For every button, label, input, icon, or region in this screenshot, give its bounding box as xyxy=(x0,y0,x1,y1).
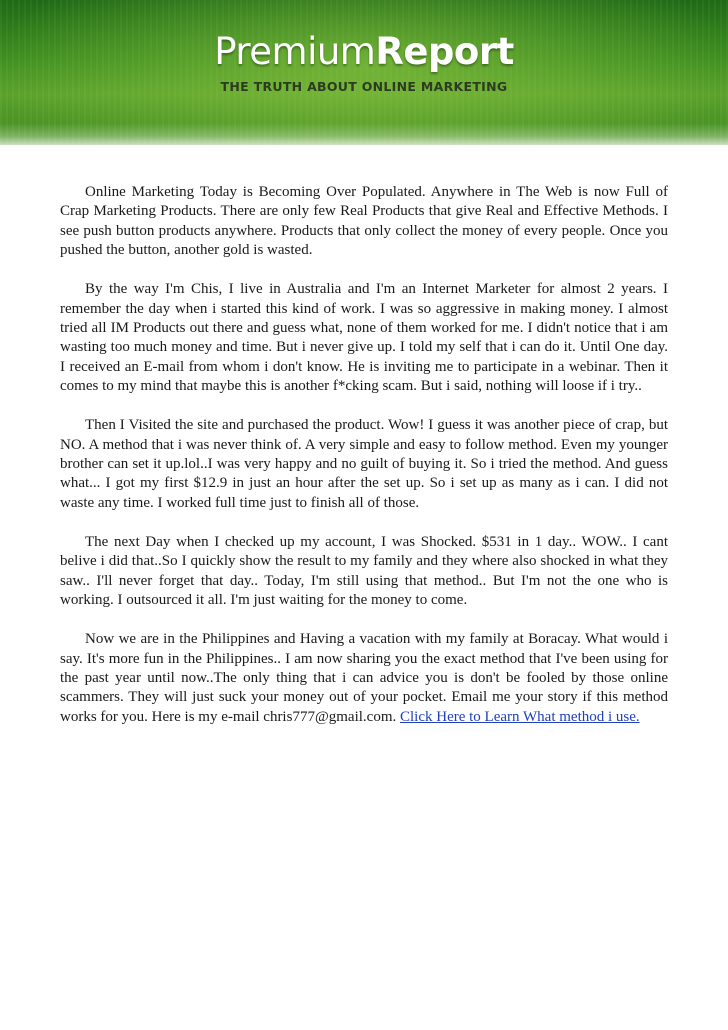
paragraph-1: Online Marketing Today is Becoming Over Populated. Anywhere in The Web is now Full of Crap Marketing Products. There are only few Real Products that give Real and Effective Methods. I see push button products anywhere. Products that only collect the money of every people. Once you pushed the button, another gold is wasted. xyxy=(60,184,668,259)
learn-method-link[interactable]: Click Here to Learn What method i use. xyxy=(400,708,640,725)
paragraph-5 xyxy=(60,630,668,727)
paragraph-2: By the way I'm Chis, I live in Australia and I'm an Internet Marketer for almost 2 years. I remember the day when i started this kind of work. I was so aggressive in making money. I almost tried all IM Products out there and guess what, none of them worked for me. I didn't notice that i am wasting too much money and time. But i never give up. I told my self that i can do it. Until One day. I received an E-mail from whom i don't know. He is inviting me to participate in a webinar. Then it comes to my mind that maybe this is another f*cking scam. But i said, nothing will loose if i try.. xyxy=(60,281,668,395)
header-banner xyxy=(0,0,728,145)
tagline-text: THE TRUTH ABOUT ONLINE MARKETING xyxy=(220,79,508,94)
logo xyxy=(0,30,728,74)
article-body xyxy=(60,183,668,747)
tagline xyxy=(0,79,728,94)
logo-premium-text: Premium xyxy=(214,30,376,73)
paragraph-4: The next Day when I checked up my account, I was Shocked. $531 in 1 day.. WOW.. I cant belive i did that..So I quickly show the result to my family and they where also shocked in what they saw.. I'll never forget that day.. Today, I'm still using that method.. But I'm not the one who is working. I outsourced it all. I'm just waiting for the money to come. xyxy=(60,533,668,609)
paragraph-5-text: Now we are in the Philippines and Having a vacation with my family at Boracay. What would i say. It's more fun in the Philippines.. I am now sharing you the exact method that I've been using for the past year until now..The only thing that i can advice you is don't be fooled by those online scammers. They will just suck your money out of your pocket. Email me your story if this method works for you. Here is my e-mail chris777@gmail.com. xyxy=(60,631,668,725)
logo-wordmark xyxy=(214,30,514,74)
paragraph-3: Then I Visited the site and purchased the product. Wow! I guess it was another piece of crap, but NO. A method that i was never think of. A very simple and easy to follow method. Even my younger brother can set it up.lol..I was very happy and no guilt of buying it. So i tried the method. And guess what... I got my first $12.9 in just an hour after the set up. So i set up as many as i can. I did not waste any time. I worked full time just to finish all of those. xyxy=(60,417,668,511)
logo-report-text: Report xyxy=(375,30,514,73)
